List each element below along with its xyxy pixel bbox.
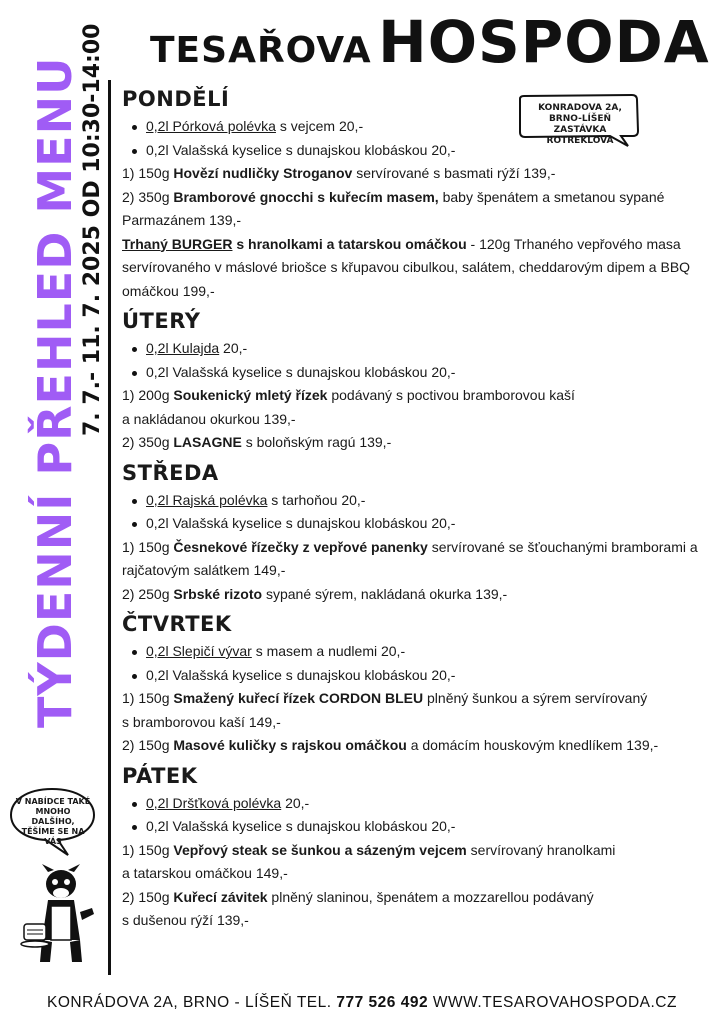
meal-prefix: 1) 150g — [122, 165, 174, 181]
meal-item — [122, 734, 712, 758]
day-heading: ÚTERÝ — [122, 309, 201, 333]
meal-item — [122, 839, 712, 886]
address-line1: KONRADOVA 2A, — [538, 103, 622, 113]
meal-prefix: 1) 200g — [122, 387, 174, 403]
meal-detail: plněný slaninou, špenátem a mozzarellou podávaný — [267, 888, 594, 905]
meal-detail: s bramborovou kaší 149,- — [122, 713, 281, 730]
meal-prefix: 2) 250g — [122, 585, 174, 602]
meal-prefix: 2) 350g — [122, 188, 174, 205]
menu-content — [122, 84, 712, 933]
soup-item — [122, 139, 712, 163]
soup-item — [122, 815, 712, 839]
soup-name: 0,2l Pórková polévka — [146, 118, 276, 134]
soup-item — [122, 361, 712, 385]
meal-detail: baby špenátem a smetanou sypané Parmazánem 139,- — [122, 188, 665, 228]
meal-detail: servírovaný hranolkami — [466, 841, 616, 858]
meal-detail: plněný šunkou a sýrem servírovaný — [423, 690, 648, 706]
soup-item — [122, 115, 712, 139]
offer-line2: MNOHO DALŠÍHO, — [31, 807, 75, 826]
meal-detail: servírované s basmati rýží 139,- — [352, 165, 556, 181]
soup-detail: s vejcem 20,- — [275, 118, 364, 134]
meal-prefix: 2) 350g — [122, 434, 174, 450]
offer-line3: TĚŠÍME SE NA VÁS — [21, 827, 85, 846]
bull-mascot-icon — [18, 862, 102, 974]
date-range: 7. 7.- 11. 7. 2025 OD 10:30-14:00 — [80, 23, 105, 436]
meal-item — [122, 886, 712, 933]
soup-name: 0,2l Kulajda — [146, 340, 220, 356]
title-small: TESAŘOVA — [150, 30, 372, 71]
meal-prefix: 2) 150g — [122, 888, 174, 905]
soup-item — [122, 664, 712, 688]
soup-name: 0,2l Valašská kyselice s dunajskou klobáskou 20,- — [146, 666, 456, 683]
footer-address: KONRÁDOVA 2A, BRNO - LÍŠEŇ TEL. — [47, 994, 337, 1011]
meal-name: Smažený kuřecí řízek CORDON BLEU — [173, 690, 424, 706]
weekly-menu-banner: TÝDENNÍ PŘEHLED MENU — [28, 56, 82, 728]
meal-name: Bramborové gnocchi s kuřecím masem, — [173, 188, 439, 205]
day-heading: STŘEDA — [122, 460, 219, 485]
offer-bubble — [8, 785, 96, 857]
meal-detail: - 120g Trhaného vepřového masa servírovaného v máslové briošce s křupavou cibulkou, salátem, cheddarovým dipem a BBQ omáčkou 199,- — [122, 235, 691, 299]
day-heading: PONDĚLÍ — [122, 87, 230, 111]
meal-name: Soukenický mletý řízek — [173, 387, 328, 403]
meal-item — [122, 233, 712, 304]
meal-item — [122, 687, 712, 734]
meal-item — [122, 162, 712, 186]
offer-line1: V NABÍDCE TAKÉ — [15, 797, 91, 806]
footer — [0, 994, 724, 1012]
soup-item — [122, 337, 712, 361]
soup-item — [122, 512, 712, 536]
meal-detail: a tatarskou omáčkou 149,- — [122, 865, 288, 881]
meal-name: s hranolkami a tatarskou omáčkou — [232, 235, 467, 252]
meal-detail: s dušenou rýží 139,- — [122, 912, 249, 928]
soup-name: 0,2l Valašská kyselice s dunajskou klobáskou 20,- — [146, 363, 456, 380]
meal-name: Vepřový steak se šunkou a sázeným vejcem — [173, 841, 467, 858]
title-big: HOSPODA — [378, 8, 710, 76]
meal-name: Kuřecí závitek — [173, 888, 268, 905]
soup-item — [122, 489, 712, 513]
meal-name: Česnekové řízečky z vepřové panenky — [173, 538, 428, 555]
meal-prefix: 1) 150g — [122, 690, 174, 706]
meal-detail: sypané sýrem, nakládaná okurka 139,- — [262, 585, 508, 602]
soup-detail: 20,- — [281, 794, 310, 811]
soup-name: 0,2l Dršťková polévka — [146, 794, 282, 811]
meal-prefix: 2) 150g — [122, 737, 174, 753]
meal-detail: a nakládanou okurkou 139,- — [122, 410, 296, 427]
day-heading: PÁTEK — [122, 763, 198, 788]
page-title — [150, 8, 710, 76]
day-section — [122, 306, 712, 455]
meal-name: LASAGNE — [173, 434, 242, 450]
meal-name: Srbské rizoto — [173, 585, 263, 602]
meal-prefix: 1) 150g — [122, 841, 174, 858]
meal-item — [122, 384, 712, 431]
meal-item — [122, 583, 712, 607]
soup-name: 0,2l Slepičí vývar — [146, 643, 252, 659]
meal-detail: a domácím houskovým knedlíkem 139,- — [406, 737, 659, 753]
meal-detail: podávaný s poctivou bramborovou kaší — [327, 387, 575, 403]
address-line2: BRNO-LÍŠEŇ — [548, 114, 612, 124]
meal-name: Masové kuličky s rajskou omáčkou — [173, 737, 407, 753]
day-section — [122, 84, 712, 303]
day-heading: ČTVRTEK — [122, 612, 232, 636]
meal-item — [122, 431, 712, 455]
soup-name: 0,2l Valašská kyselice s dunajskou klobáskou 20,- — [146, 141, 456, 158]
day-section — [122, 458, 712, 607]
soup-name: 0,2l Valašská kyselice s dunajskou klobáskou 20,- — [146, 515, 456, 531]
day-section — [122, 609, 712, 758]
meal-item — [122, 186, 712, 233]
soup-name: 0,2l Valašská kyselice s dunajskou klobáskou 20,- — [146, 818, 456, 834]
meal-name: Hovězí nudličky Stroganov — [173, 165, 353, 181]
soup-detail: s masem a nudlemi 20,- — [251, 643, 406, 659]
day-section — [122, 761, 712, 933]
meal-detail: servírované se šťouchanými bramborami a rajčatovým salátkem 149,- — [122, 538, 698, 578]
burger-name: Trhaný BURGER — [122, 235, 233, 252]
meal-detail: s boloňským ragú 139,- — [241, 434, 392, 450]
footer-phone[interactable]: 777 526 492 — [336, 994, 429, 1011]
soup-item — [122, 640, 712, 664]
soup-detail: s tarhoňou 20,- — [267, 491, 366, 508]
vertical-divider — [108, 80, 111, 975]
address-line3: ZASTÁVKA ROTREKLOVA — [546, 125, 614, 146]
soup-name: 0,2l Rajská polévka — [146, 491, 268, 508]
meal-item — [122, 536, 712, 583]
soup-item — [122, 792, 712, 816]
meal-prefix: 1) 150g — [122, 538, 174, 555]
footer-website[interactable]: WWW.TESAROVAHOSPODA.CZ — [428, 994, 677, 1011]
soup-detail: 20,- — [219, 340, 248, 356]
